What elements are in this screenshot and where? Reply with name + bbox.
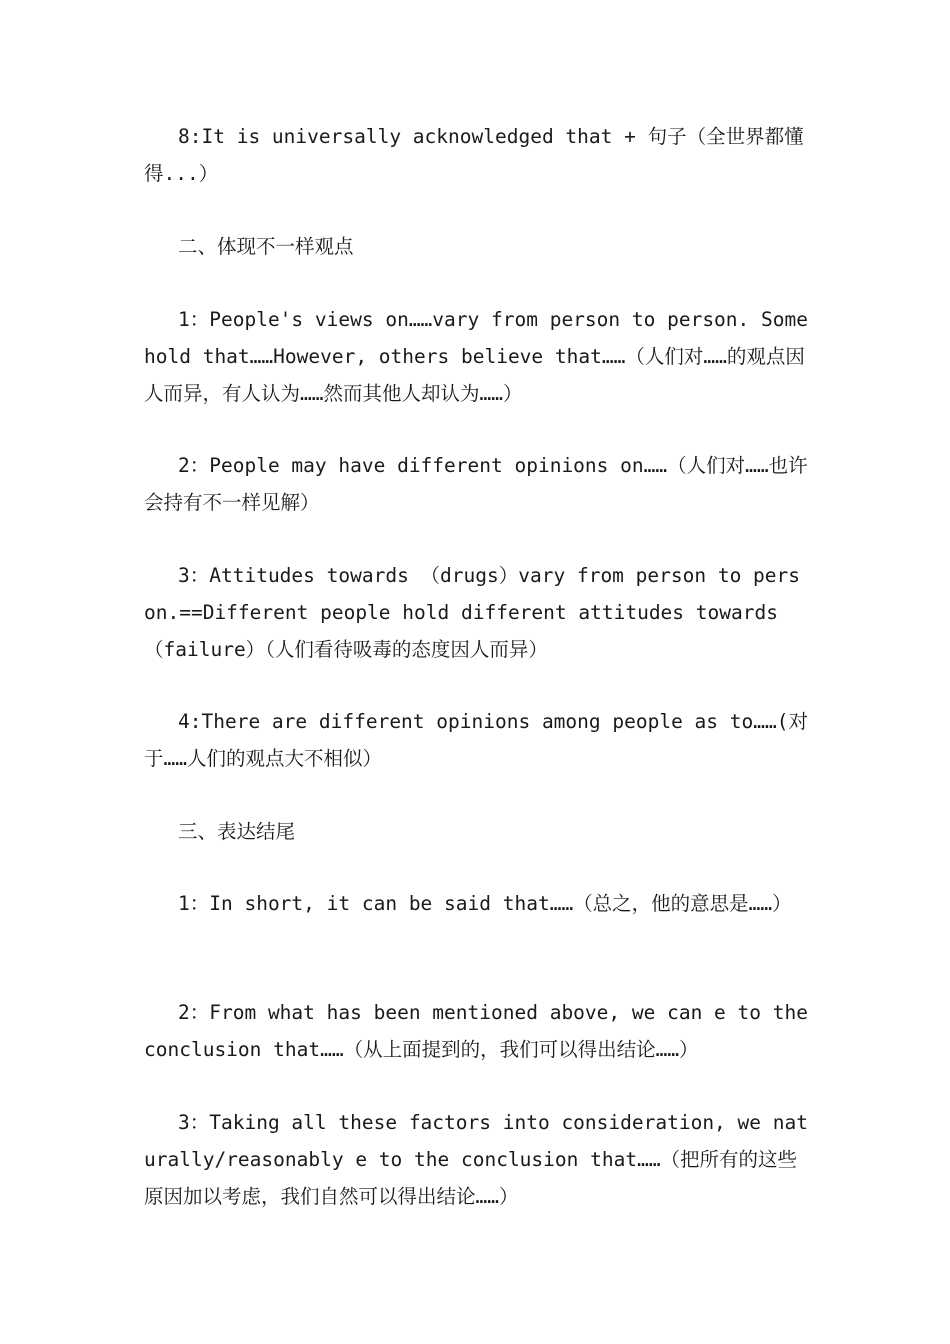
phrase-paragraph-taking-factors: 3：Taking all these factors into consideration, we naturally/reasonably e to the conclusion that……（把所有的这些原因加以考虑，我们自然可以得出结论……） — [144, 1111, 808, 1208]
phrase-paragraph-in-short: 1：In short, it can be said that……（总之，他的意思是……） — [178, 892, 792, 915]
phrase-paragraph-opinions-among-people: 4:There are different opinions among people as to……(对于……人们的观点大不相似） — [144, 710, 808, 770]
phrase-paragraph-different-opinions: 2：People may have different opinions on……（人们对……也许会持有不一样见解） — [144, 454, 808, 514]
phrase-paragraph-attitudes: 3：Attitudes towards （drugs）vary from person to person.==Different people hold different attitudes towards（failure）（人们看待吸毒的态度因人而异） — [144, 564, 801, 661]
phrase-paragraph-mentioned-above: 2：From what has been mentioned above, we can e to the conclusion that……（从上面提到的，我们可以得出结论……） — [144, 1001, 808, 1061]
phrase-paragraph-views-vary: 1：People's views on……vary from person to person. Some hold that……However, others believe that……（人们对……的观点因人而异，有人认为……然而其他人却认为……） — [144, 308, 808, 405]
phrase-paragraph-universal: 8:It is universally acknowledged that + 句子（全世界都懂得...） — [144, 125, 804, 185]
section-heading-different-views: 二、体现不一样观点 — [178, 235, 354, 258]
section-heading-conclusion: 三、表达结尾 — [178, 820, 296, 843]
